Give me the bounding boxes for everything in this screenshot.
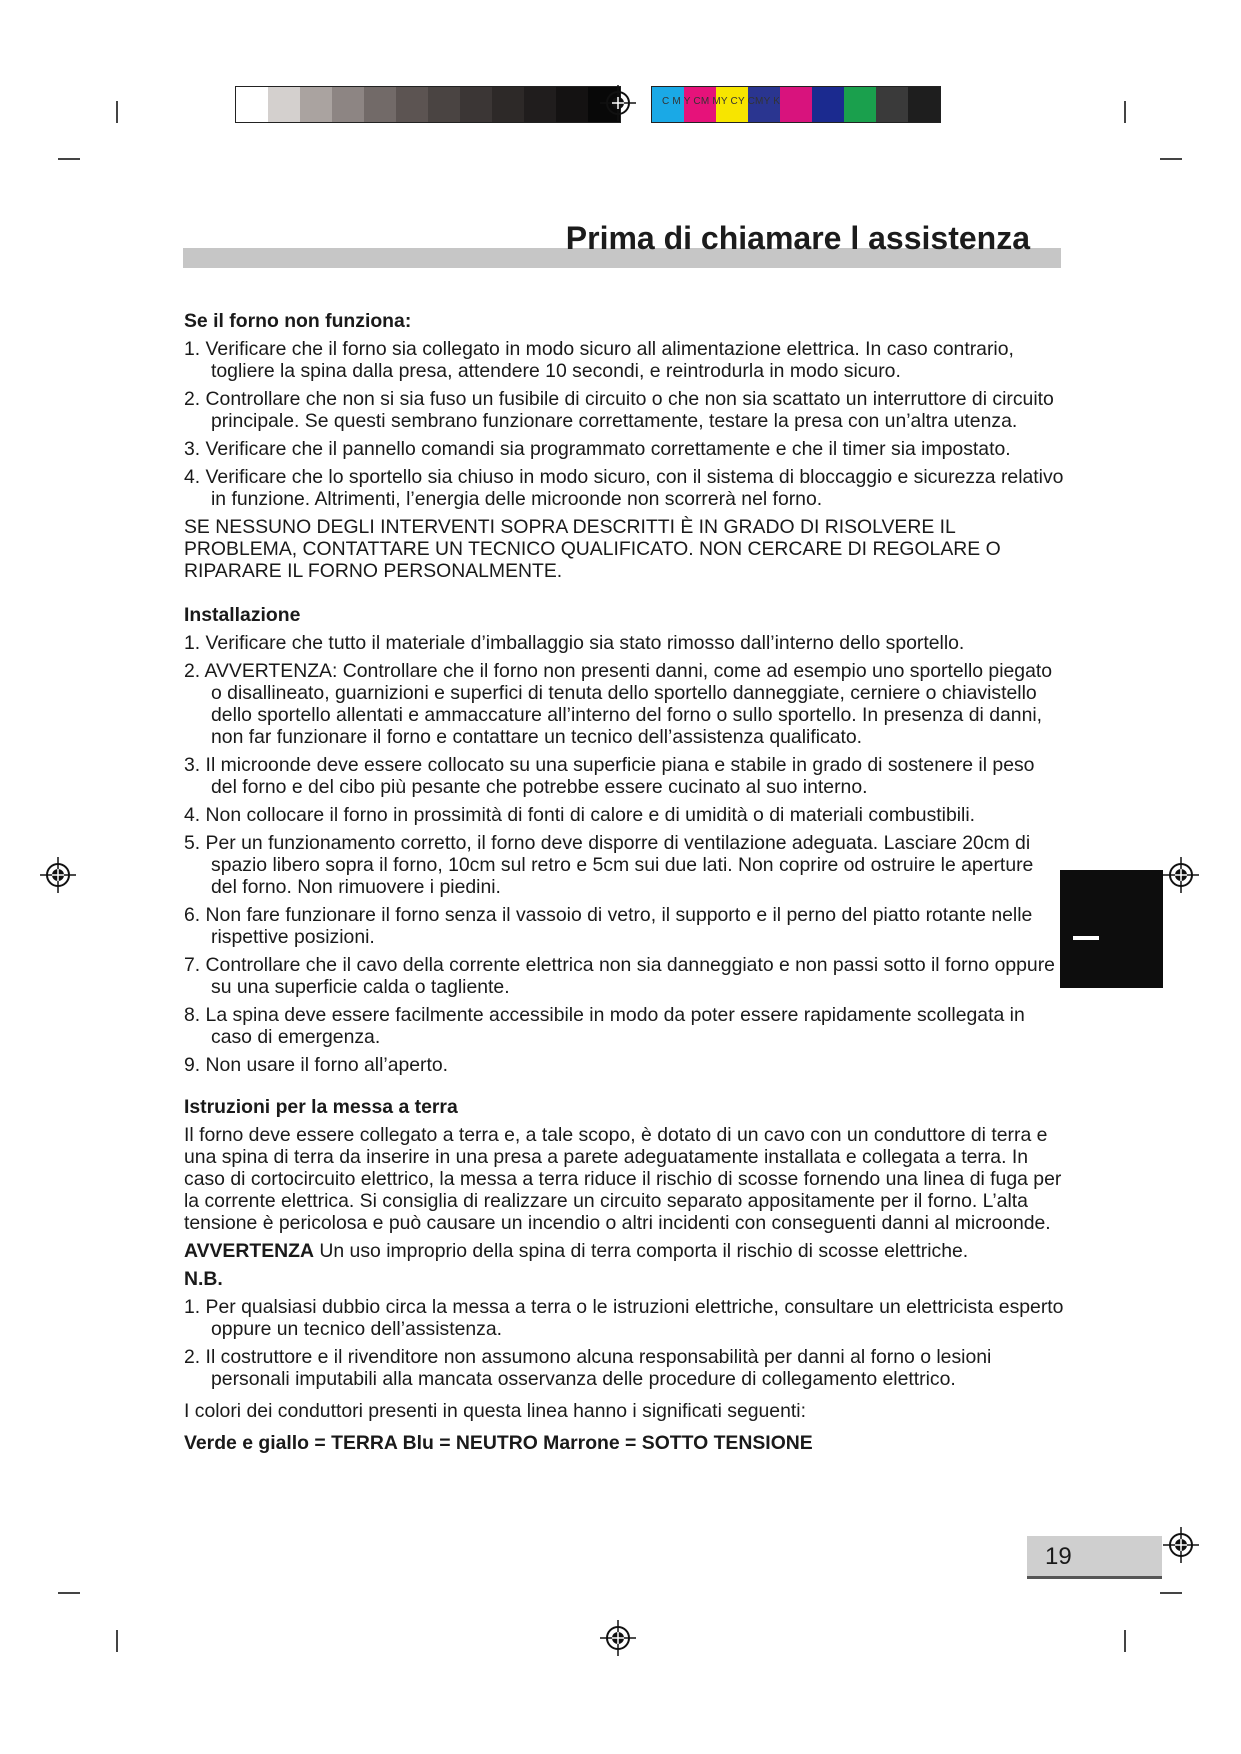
section-grounding bbox=[184, 1096, 1064, 1454]
gray-swatch bbox=[524, 87, 556, 122]
warning-label: AVVERTENZA bbox=[184, 1240, 314, 1262]
grounding-paragraph: Il forno deve essere collegato a terra e, a tale scopo, è dotato di un cavo con un conduttore di terra e una spina di terra da inserire in una presa a parete adeguatamente installata e collegata a terra. In caso di cortocircuito elettrico, la messa a terra riduce il rischio di scosse fornendo una linea di fuga per la corrente elettrica. Si consiglia di realizzare un circuito separato appositamente per il forno. L’alta tensione è pericolosa e può causare un incendio o altri incidenti con conseguenti danni al microonde. bbox=[184, 1124, 1062, 1234]
gray-swatch bbox=[268, 87, 300, 122]
registration-mark-icon bbox=[1163, 857, 1199, 893]
cmyk-swatch bbox=[908, 87, 940, 122]
gray-swatch bbox=[300, 87, 332, 122]
nb-label: N.B. bbox=[184, 1268, 223, 1290]
list-item: 6. Non fare funzionare il forno senza il vassoio di vetro, il supporto e il perno del piatto rotante nelle rispettive posizioni. bbox=[184, 904, 1033, 948]
page-title: Prima di chiamare l assistenza bbox=[565, 220, 1030, 256]
crop-mark-left-bottom bbox=[58, 1592, 80, 1594]
list-item: 2. AVVERTENZA: Controllare che il forno non presenti danni, come ad esempio uno sportello piegato o disallineato, guarnizioni e superfici di tenuta dello sportello danneggiate, cerniere o chiavistello dello sportello allentati e ammaccature all’interno del forno o sullo sportello. In presenza di danni, non far funzionare il forno e contattare un tecnico dell’assistenza qualificato. bbox=[184, 660, 1053, 748]
crop-mark-top-left bbox=[116, 101, 118, 123]
section-tab-dash bbox=[1073, 936, 1099, 940]
registration-mark-icon bbox=[600, 1620, 636, 1656]
gray-swatch bbox=[460, 87, 492, 122]
list-item: 9. Non usare il forno all’aperto. bbox=[184, 1054, 449, 1076]
registration-mark-icon bbox=[600, 85, 636, 121]
gray-swatch bbox=[332, 87, 364, 122]
section-not-working bbox=[184, 310, 1064, 582]
crop-mark-right-bottom bbox=[1160, 1592, 1182, 1594]
list-item: 7. Controllare che il cavo della corrente elettrica non sia danneggiato e non passi sotto il forno oppure su una superficie calda o tagliente. bbox=[184, 954, 1055, 998]
registration-mark-icon bbox=[40, 857, 76, 893]
list-item: 4. Verificare che lo sportello sia chiuso in modo sicuro, con il sistema di bloccaggio e sicurezza relativo in funzione. Altrimenti, l’energia delle microonde non scorrerà nel forno. bbox=[184, 466, 1064, 510]
crop-mark-top-right bbox=[1124, 101, 1126, 123]
cmyk-swatch bbox=[812, 87, 844, 122]
colors-legend: Verde e giallo = TERRA Blu = NEUTRO Marrone = SOTTO TENSIONE bbox=[184, 1432, 813, 1454]
list-item: 2. Controllare che non si sia fuso un fusibile di circuito o che non sia scattato un interruttore di circuito principale. Se questi sembrano funzionare correttamente, testare la presa con un’altra utenza. bbox=[184, 388, 1054, 432]
registration-mark-icon bbox=[1163, 1527, 1199, 1563]
list-item: 1. Verificare che tutto il materiale d’imballaggio sia stato rimosso dall’interno dello sportello. bbox=[184, 632, 965, 654]
cmyk-swatch bbox=[780, 87, 812, 122]
section-heading: Istruzioni per la messa a terra bbox=[184, 1096, 458, 1118]
grounding-warning bbox=[184, 1240, 1064, 1262]
list-item: 4. Non collocare il forno in prossimità di fonti di calore e di umidità o di materiali combustibili. bbox=[184, 804, 976, 826]
gray-swatch bbox=[396, 87, 428, 122]
gray-swatch bbox=[364, 87, 396, 122]
section-tab bbox=[1060, 870, 1163, 988]
list-item: 3. Verificare che il pannello comandi sia programmato correttamente e che il timer sia impostato. bbox=[184, 438, 1011, 460]
gray-swatch bbox=[556, 87, 588, 122]
cmyk-label: C M Y CM MY CY CMY K bbox=[662, 96, 781, 107]
page-number: 19 bbox=[1045, 1543, 1072, 1570]
crop-mark-right-top bbox=[1160, 158, 1182, 160]
section-heading: Se il forno non funziona: bbox=[184, 310, 412, 332]
crop-mark-bottom-right bbox=[1124, 1630, 1126, 1652]
warning-text: Un uso improprio della spina di terra comporta il rischio di scosse elettriche. bbox=[314, 1240, 969, 1262]
cmyk-swatch bbox=[876, 87, 908, 122]
cmyk-swatch bbox=[844, 87, 876, 122]
section-installation bbox=[184, 604, 1064, 1076]
crop-mark-left-top bbox=[58, 158, 80, 160]
colors-intro: I colori dei conduttori presenti in questa linea hanno i significati seguenti: bbox=[184, 1400, 806, 1422]
section-heading: Installazione bbox=[184, 604, 301, 626]
list-item: 1. Per qualsiasi dubbio circa la messa a terra o le istruzioni elettriche, consultare un elettricista esperto oppure un tecnico dell’assistenza. bbox=[184, 1296, 1064, 1340]
grayscale-color-bar bbox=[235, 86, 621, 123]
document-body bbox=[184, 310, 1064, 1454]
gray-swatch bbox=[428, 87, 460, 122]
crop-mark-bottom-left bbox=[116, 1630, 118, 1652]
list-item: 5. Per un funzionamento corretto, il forno deve disporre di ventilazione adeguata. Lasciare 20cm di spazio libero sopra il forno, 10cm sul retro e 5cm sui due lati. Non coprire od ostruire le aperture del forno. Non rimuovere i piedini. bbox=[184, 832, 1034, 898]
list-item: 8. La spina deve essere facilmente accessibile in modo da poter essere rapidamente scollegata in caso di emergenza. bbox=[184, 1004, 1025, 1048]
gray-swatch bbox=[236, 87, 268, 122]
gray-swatch bbox=[492, 87, 524, 122]
list-item: 1. Verificare che il forno sia collegato in modo sicuro all alimentazione elettrica. In caso contrario, togliere la spina dalla presa, attendere 10 secondi, e reintrodurla in modo sicuro. bbox=[184, 338, 1014, 382]
list-item: 3. Il microonde deve essere collocato su una superficie piana e stabile in grado di sostenere il peso del forno e del cibo più pesante che potrebbe essere cucinato al suo interno. bbox=[184, 754, 1035, 798]
uppercase-notice: SE NESSUNO DEGLI INTERVENTI SOPRA DESCRITTI È IN GRADO DI RISOLVERE IL PROBLEMA, CONTATTARE UN TECNICO QUALIFICATO. NON CERCARE DI REGOLARE O RIPARARE IL FORNO PERSONALMENTE. bbox=[184, 516, 1001, 582]
list-item: 2. Il costruttore e il rivenditore non assumono alcuna responsabilità per danni al forno o lesioni personali imputabili alla mancata osservanza delle procedure di collegamento elettrico. bbox=[184, 1346, 992, 1390]
